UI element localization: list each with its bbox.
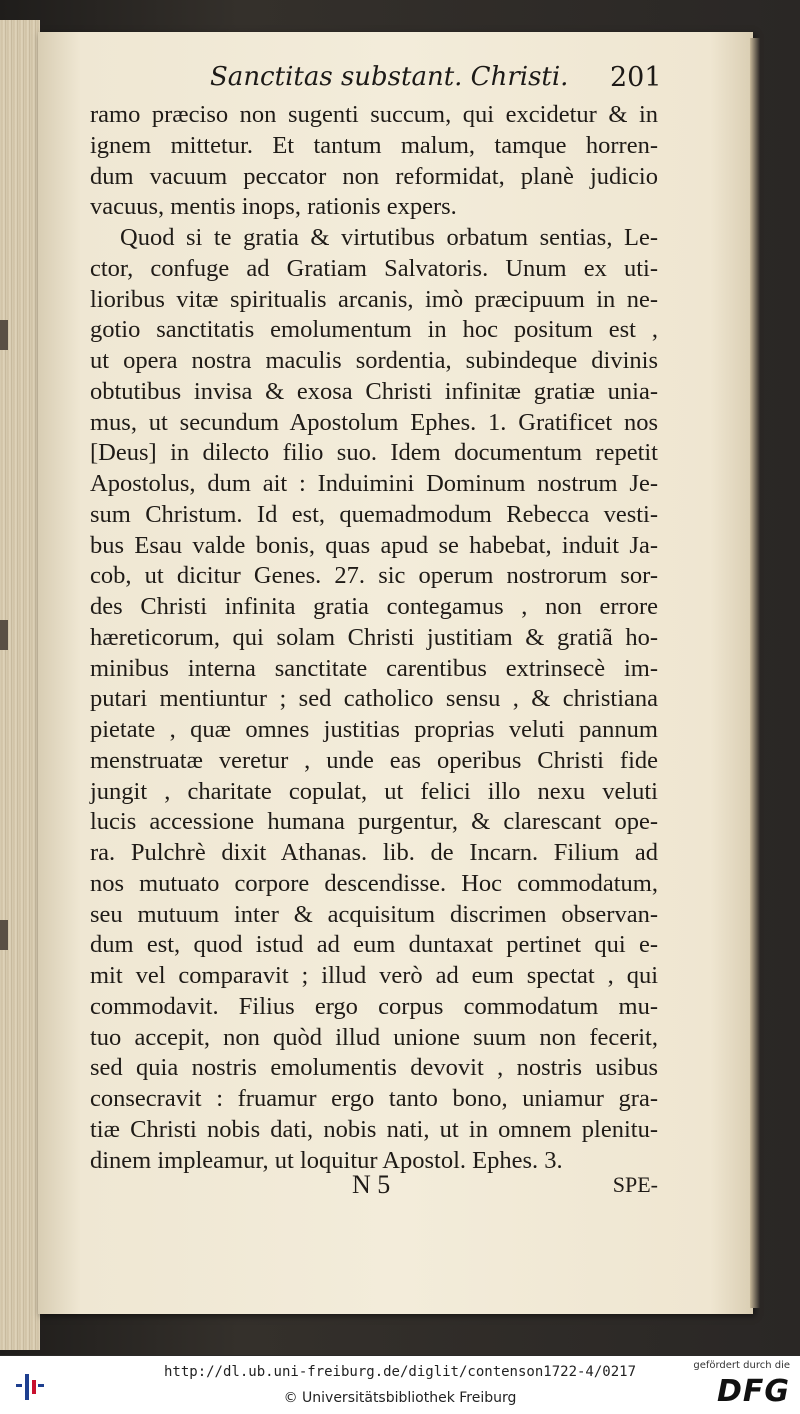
text-line: putari mentiuntur ; sed catholico sensu , & christiana bbox=[90, 685, 658, 713]
text-line: ramo præciso non sugenti succum, qui excidetur & in bbox=[90, 101, 658, 128]
running-head: Sanctitas substant. Christi. bbox=[210, 62, 569, 92]
page-right-edge bbox=[750, 38, 760, 1308]
text-line: des Christi infinita gratia contegamus , non errore bbox=[90, 593, 658, 620]
catchword: SPE- bbox=[612, 1172, 658, 1197]
edge-mark bbox=[0, 620, 8, 650]
text-line: tiæ Christi nobis dati, nobis nati, ut in omnem plenitu- bbox=[90, 1115, 658, 1143]
copyright-notice: © Universitätsbibliothek Freiburg bbox=[283, 1390, 517, 1406]
text-line: cob, ut dicitur Genes. 27. sic operum nostrorum sor- bbox=[90, 562, 658, 590]
text-line: ctor, confuge ad Gratiam Salvatoris. Unum ex uti- bbox=[90, 254, 658, 282]
text-line: obtutibus invisa & exosa Christi infinitæ gratiæ unia- bbox=[90, 377, 658, 405]
text-line: lioribus vitæ spiritualis arcanis, imò præcipuum in ne- bbox=[90, 285, 658, 313]
text-line: dum est, quod istud ad eum duntaxat pertinet qui e- bbox=[90, 931, 658, 959]
text-line: minibus interna sanctitate carentibus extrinsecè im- bbox=[90, 654, 658, 682]
text-line: dinem impleamur, ut loquitur Apostol. Ephes. 3. bbox=[90, 1146, 563, 1174]
text-line: seu mutuum inter & acquisitum discrimen observan- bbox=[90, 900, 658, 928]
text-line: mit vel comparavit ; illud verò ad eum spectat , qui bbox=[90, 962, 658, 989]
text-line: menstruatæ veretur , unde eas operibus Christi fide bbox=[90, 746, 658, 774]
edge-mark bbox=[0, 320, 8, 350]
text-line: lucis accessione humana purgentur, & clarescant ope- bbox=[90, 808, 658, 836]
viewer-footer-bar bbox=[0, 1356, 800, 1414]
edge-mark bbox=[0, 920, 8, 950]
text-line: [Deus] in dilecto filio suo. Idem documentum repetit bbox=[90, 439, 658, 467]
page-number: 201 bbox=[610, 62, 662, 93]
permalink-url[interactable]: http://dl.ub.uni-freiburg.de/diglit/contenson1722-4/0217 bbox=[163, 1364, 636, 1380]
text-line: Apostolus, dum ait : Induimini Dominum nostrum Je- bbox=[90, 470, 658, 497]
text-line: dum vacuum peccator non reformidat, planè judicio bbox=[90, 162, 658, 190]
text-line: Quod si te gratia & virtutibus orbatum sentias, Le- bbox=[120, 224, 658, 251]
text-line: tuo accepit, non quòd illud unione suum non fecerit, bbox=[90, 1023, 658, 1051]
dfg-logo: DFG bbox=[716, 1374, 790, 1409]
text-line: sed quia nostris emolumentis devovit , nostris usibus bbox=[90, 1054, 658, 1082]
text-line: vacuus, mentis inops, rationis expers. bbox=[90, 193, 457, 221]
text-line: ut opera nostra maculis sordentia, subindeque divinis bbox=[90, 347, 658, 374]
text-line: nos mutuato corpore descendisse. Hoc commodatum, bbox=[90, 869, 658, 897]
text-line: ra. Pulchrè dixit Athanas. lib. de Incarn. Filium ad bbox=[90, 839, 658, 866]
book-left-page-edges bbox=[0, 20, 40, 1350]
body-text bbox=[90, 100, 658, 1176]
text-line: sum Christum. Id est, quemadmodum Rebecca vesti- bbox=[90, 500, 658, 528]
text-line: bus Esau valde bonis, quas apud se habebat, induit Ja- bbox=[90, 531, 658, 559]
text-line: gotio sanctitatis emolumentum in hoc positum est , bbox=[90, 316, 658, 344]
text-line: pietate , quæ omnes justitias proprias veluti pannum bbox=[90, 716, 658, 743]
text-line: mus, ut secundum Apostolum Ephes. 1. Gratificet nos bbox=[90, 408, 658, 436]
text-line: hæreticorum, qui solam Christi justitiam & gratiã ho- bbox=[90, 623, 658, 651]
funding-note: gefördert durch die bbox=[693, 1360, 790, 1371]
text-line: commodavit. Filius ergo corpus commodatum mu- bbox=[90, 992, 658, 1020]
text-line: consecravit : fruamur ergo tanto bono, uniamur gra- bbox=[90, 1085, 658, 1112]
text-line: ignem mittetur. Et tantum malum, tamque horren- bbox=[90, 131, 658, 159]
signature-mark: N 5 bbox=[352, 1170, 391, 1199]
text-line: jungit , charitate copulat, ut felici illo nexu veluti bbox=[90, 777, 658, 805]
